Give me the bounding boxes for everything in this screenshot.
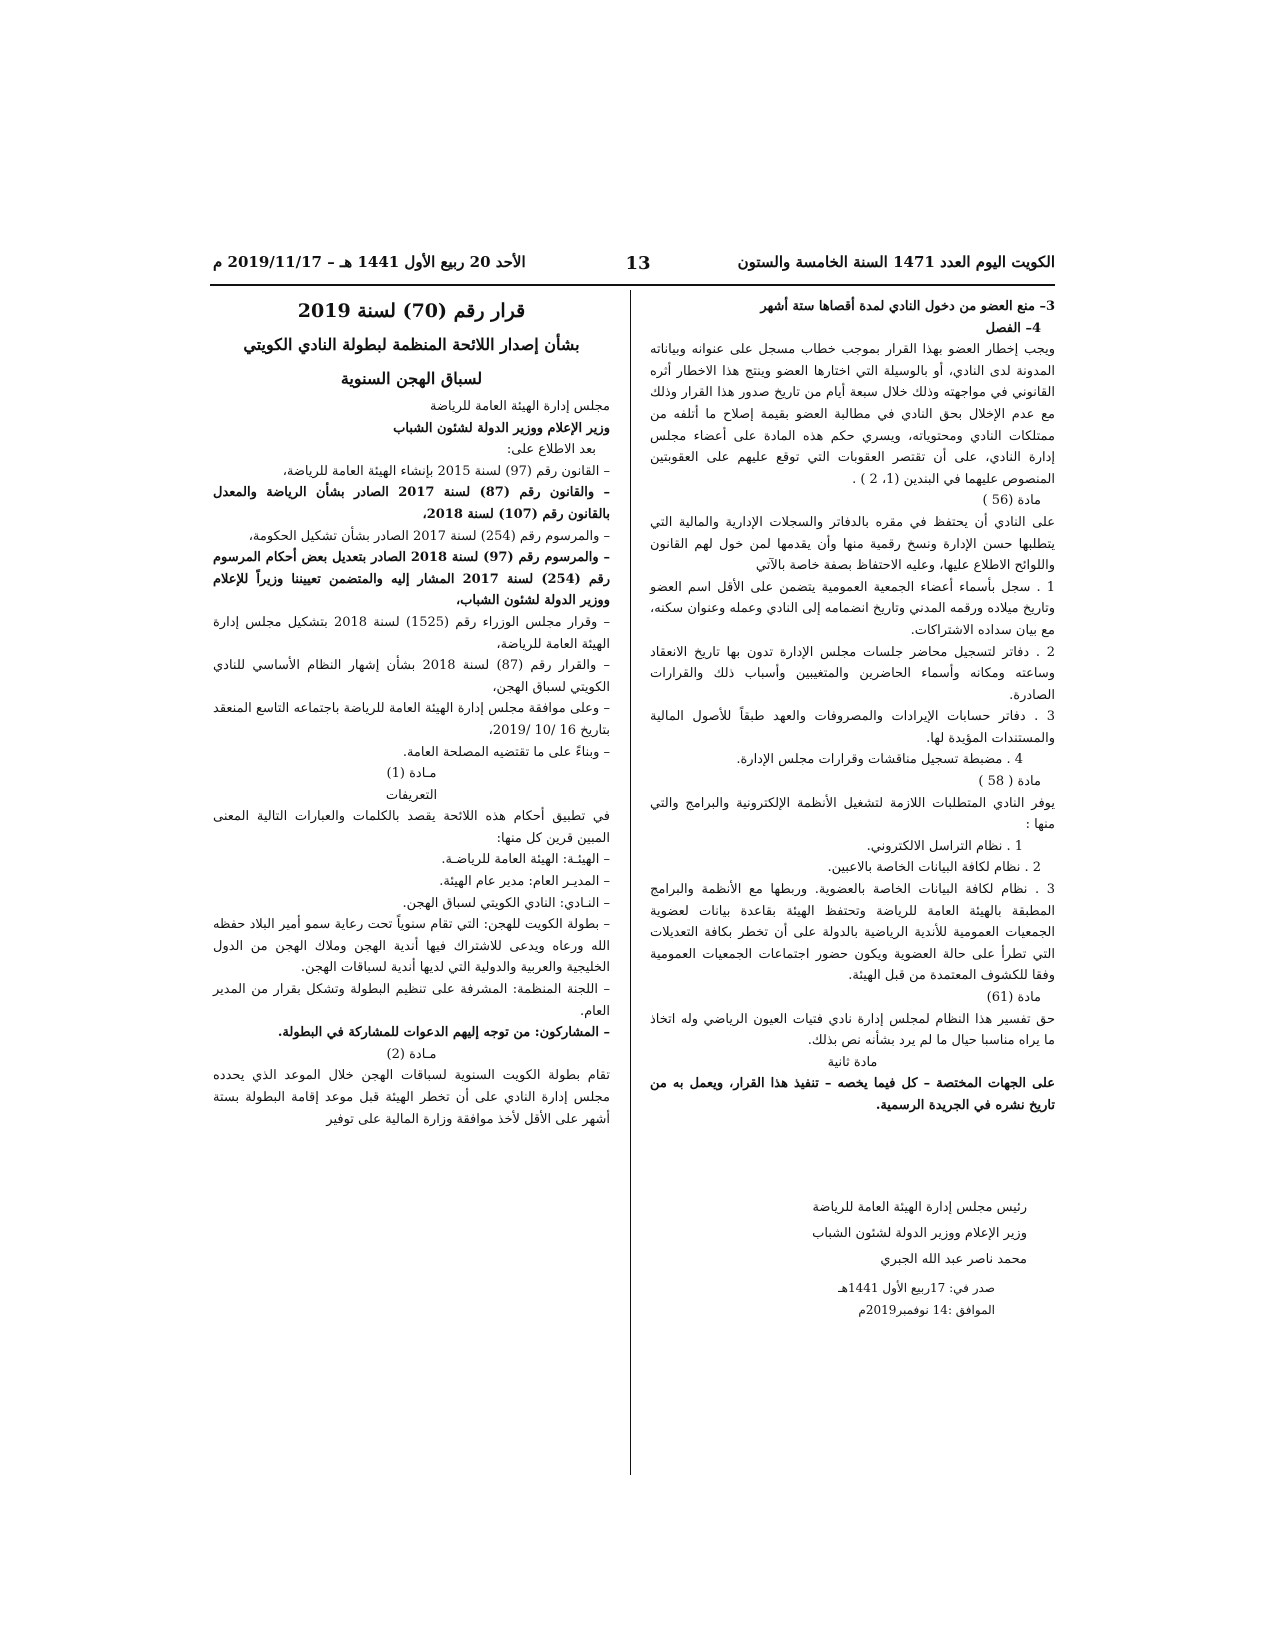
list-item: 2 . نظام لكافة البيانات الخاصة بالاعبين. [827, 860, 1041, 876]
paragraph: ويجب إخطار العضو بهذا القرار بموجب خطاب مسجل على عنوانه وبياناته المدونة لدى النادي، أو بالوسيلة التي اختارها العضو وينتج هذا الاخطار أثره القانوني في مواجهته وذلك خلال سبعة أيام من تاريخ صدور هذا القرار وذلك مع عدم الإخلال بحق النادي في مطالبة العضو بقيمة إصلاح ما أتلفه من ممتلكات النادي ومحتوياته، ويسري حكم هذه المادة على أعضاء مجلس إدارة النادي، على أن تقتصر العقوبات التي توقع عليهم على العقوبتين المنصوص عليهما في البندين (1، 2 ) . [650, 342, 1055, 487]
article-heading: مادة (56 ) [982, 493, 1041, 509]
preamble-item: – والقرار رقم (87) لسنة 2018 بشأن إشهار النظام الأساسي للنادي الكويتي لسباق الهجن، [213, 658, 610, 695]
preamble-item: – وعلى موافقة مجلس إدارة الهيئة العامة للرياضة باجتماعه التاسع المنعقد بتاريخ 16 /10 /2019، [213, 701, 610, 738]
preamble-item: – القانون رقم (97) لسنة 2015 بإنشاء الهيئة العامة للرياضة، [282, 463, 610, 479]
header-rule [210, 284, 1055, 286]
paragraph: على النادي أن يحتفظ في مقره بالدفاتر والسجلات الإدارية والمالية التي يتطلبها حسن الإدارة ونسخ رقمية منها وأن يقدمها لمن خول لهم القانون واللوائح الاطلاع عليها، وعليه الاحتفاظ بصفة خاصة بالآتي [650, 514, 1055, 574]
list-item: 1 . سجل بأسماء أعضاء الجمعية العمومية يتضمن على الأقل اسم العضو وتاريخ ميلاده ورقمه المدني وتاريخ انضمامه إلى النادي وعمله وعنوان سكنه، مع بيان سداده الاشتراكات. [650, 579, 1055, 638]
paragraph: يوفر النادي المتطلبات اللازمة لتشغيل الأنظمة الإلكترونية والبرامج والتي منها : [650, 795, 1055, 833]
issuer-line: مجلس إدارة الهيئة العامة للرياضة [429, 399, 610, 414]
preamble-intro: بعد الاطلاع على: [506, 442, 596, 458]
paragraph: على الجهات المختصة – كل فيما يخصه – تنفيذ هذا القرار، ويعمل به من تاريخ نشره في الجريدة الرسمية. [650, 1076, 1055, 1113]
header-publication: الكويت اليوم العدد 1471 السنة الخامسة والستون [737, 253, 1055, 271]
header-date: الأحد 20 ربيع الأول 1441 هـ – 2019/11/17 م [213, 253, 526, 271]
decree-title: قرار رقم (70) لسنة 2019 [297, 300, 526, 322]
section-heading: التعريفات [385, 787, 438, 803]
preamble-item: – وقرار مجلس الوزراء رقم (1525) لسنة 2018 بتشكيل مجلس إدارة الهيئة العامة للرياضة، [213, 614, 610, 652]
list-item: 4 . مضبطة تسجيل مناقشات وقرارات مجلس الإدارة. [736, 752, 1023, 768]
article-heading: مـادة (2) [386, 1046, 437, 1062]
decree-subtitle: بشأن إصدار اللائحة المنظمة لبطولة النادي الكويتي [243, 335, 580, 354]
article-heading: مادة ثانية [827, 1054, 878, 1070]
definition-item: – اللجنة المنظمة: المشرفة على تنظيم البطولة وتشكل بقرار من المدير العام. [213, 982, 610, 1019]
header-page-number: 13 [625, 253, 651, 274]
preamble-item: – والقانون رقم (87) لسنة 2017 الصادر بشأن الرياضة والمعدل بالقانون رقم (107) لسنة 2018، [213, 485, 610, 522]
decree-subtitle: لسباق الهجن السنوية [340, 369, 483, 388]
list-item: 3 . دفاتر حسابات الإيرادات والمصروفات والعهد طبقاً للأصول المالية والمستندات المؤيدة لها. [650, 709, 1055, 746]
paragraph: في تطبيق أحكام هذه اللائحة يقصد بالكلمات والعبارات التالية المعنى المبين قرين كل منها: [213, 809, 610, 846]
penalty-item: 4– الفصل [985, 320, 1041, 336]
preamble-item: – والمرسوم رقم (254) لسنة 2017 الصادر بشأن تشكيل الحكومة، [248, 528, 610, 544]
left-column [213, 296, 610, 1130]
penalty-item: 3– منع العضو من دخول النادي لمدة أقصاها ستة أشهر [760, 299, 1055, 314]
definition-item: – المشاركون: من توجه إليهم الدعوات للمشاركة في البطولة. [277, 1025, 610, 1041]
list-item: 3 . نظام لكافة البيانات الخاصة بالعضوية. وربطها مع الأنظمة والبرامج المطبقة بالهيئة العامة للرياضة وتحتفظ الهيئة بقاعدة بيانات لعضوية الجمعيات العمومية للأندية الرياضية بالدولة على أن تخطر بكافة التعديلات التي تطرأ على حالة العضوية ويكون حضور اجتماعات الجمعيات العمومية وفقا للكشوف المعتمدة من قبل الهيئة. [650, 882, 1055, 984]
article-heading: مادة (61) [986, 990, 1041, 1005]
definition-item: – بطولة الكويت للهجن: التي تقام سنوياً تحت رعاية سمو أمير البلاد حفظه الله ورعاه ويدعى للاشتراك فيها أندية الهجن وملاك الهجن من الدول الخليجية والعربية والدولية التي لديها أندية لسباقات الهجن. [213, 917, 610, 976]
signature-title: رئيس مجلس إدارة الهيئة العامة للرياضة [812, 1199, 1027, 1215]
paragraph: حق تفسير هذا النظام لمجلس إدارة نادي فتيات العيون الرياضي وله اتخاذ ما يراه مناسبا حيال ما لم يرد بشأنه نص بذلك. [650, 1011, 1055, 1049]
signature-title: وزير الإعلام ووزير الدولة لشئون الشباب [812, 1225, 1027, 1241]
issuer-line: وزير الإعلام ووزير الدولة لشئون الشباب [393, 420, 610, 436]
definition-item: – الهيئـة: الهيئة العامة للرياضـة. [441, 852, 610, 868]
preamble-item: – والمرسوم رقم (97) لسنة 2018 الصادر بتعديل بعض أحكام المرسوم رقم (254) لسنة 2017 المشار إليه والمتضمن تعييننا وزيراً للإعلام ووزير الدولة لشئون الشباب، [213, 550, 611, 609]
issue-date: صدر في: 17ربيع الأول 1441هـ [838, 1280, 995, 1295]
issue-date-gregorian: الموافق :14 نوفمبر2019م [858, 1302, 995, 1317]
definition-item: – المديـر العام: مدير عام الهيئة. [439, 874, 610, 890]
article-heading: مادة ( 58 ) [978, 774, 1041, 790]
list-item: 1 . نظام التراسل الالكتروني. [866, 838, 1023, 854]
list-item: 2 . دفاتر لتسجيل محاضر جلسات مجلس الإدارة تدون بها تاريخ الانعقاد وساعته ومكانه وأسماء الحاضرين والمتغيبين وأسباب ذلك والقرارات الصادرة. [650, 644, 1055, 703]
right-column [650, 296, 1055, 1321]
signature-name: محمد ناصر عبد الله الجبري [880, 1251, 1027, 1267]
definition-item: – النـادي: النادي الكويتي لسباق الهجن. [402, 895, 610, 911]
paragraph: تقام بطولة الكويت السنوية لسباقات الهجن خلال الموعد الذي يحدده مجلس إدارة النادي على أن تخطر الهيئة قبل موعد إقامة البطولة بستة أشهر على الأقل لأخذ موافقة وزارة المالية على توفير [213, 1068, 610, 1127]
column-divider [630, 290, 631, 1475]
article-heading: مـادة (1) [386, 766, 437, 782]
preamble-item: – وبناءً على ما تقتضيه المصلحة العامة. [402, 744, 610, 760]
